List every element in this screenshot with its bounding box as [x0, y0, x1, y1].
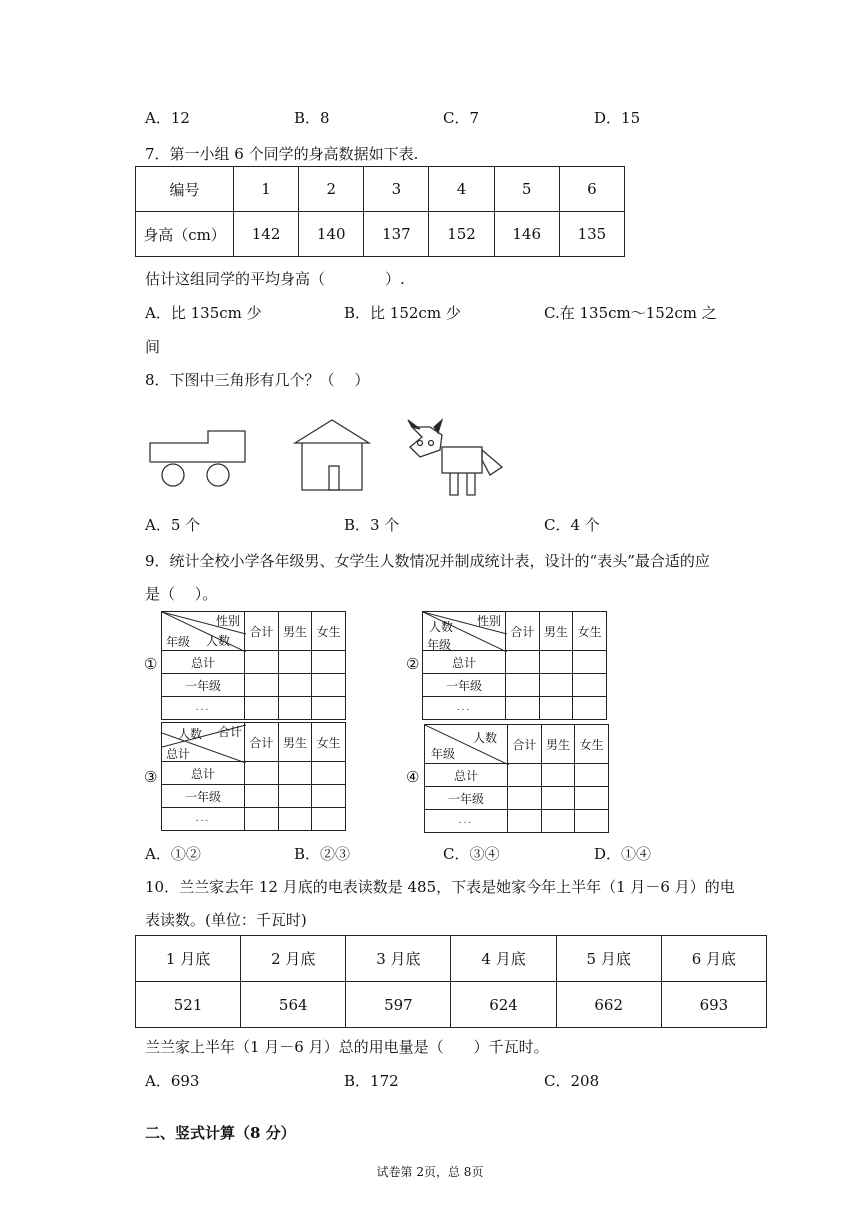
q10-stem-line1: 10．兰兰家去年 12 月底的电表读数是 485，下表是她家今年上半年（1 月－6 月）的电: [145, 878, 735, 896]
q9-option-a[interactable]: A．①②: [145, 845, 201, 863]
q7-header-cell: 4: [429, 167, 494, 212]
q9-row-label: 一年级: [425, 787, 508, 810]
q10-option-a[interactable]: A．693: [145, 1072, 200, 1090]
q9-stem-line1: 9．统计全校小学各年级男、女学生人数情况并制成统计表，设计的“表头”最合适的应: [145, 552, 710, 570]
q7-option-a[interactable]: A．比 135cm 少: [145, 304, 262, 322]
section-title: 二、竖式计算（8 分）: [145, 1124, 296, 1142]
q7-value-cell: 146: [494, 212, 559, 257]
q9-option-b[interactable]: B．②③: [294, 845, 351, 863]
q6-option-c[interactable]: C．7: [443, 109, 480, 127]
q7-value-cell: 152: [429, 212, 494, 257]
q9-col-header: 合计: [245, 612, 279, 651]
q7-header-cell: 2: [299, 167, 364, 212]
q9-row-label: 一年级: [162, 674, 245, 697]
q9-table4: [424, 724, 609, 833]
q10-stem-line2: 表读数。(单位：千瓦时): [145, 911, 307, 929]
q6-option-b[interactable]: B．8: [294, 109, 330, 127]
q10-month-cell: 3 月底: [346, 936, 451, 982]
q10-month-cell: 1 月底: [136, 936, 241, 982]
q10-month-cell: 4 月底: [451, 936, 556, 982]
q10-reading-cell: 521: [136, 982, 241, 1028]
q7-header-cell: 6: [559, 167, 624, 212]
q8-figures: [140, 415, 520, 500]
q10-month-cell: 5 月底: [556, 936, 661, 982]
q9-table1-hdr-3: 年级: [166, 635, 191, 649]
q9-col-header: 合计: [506, 612, 540, 651]
q9-option-c[interactable]: C．③④: [443, 845, 500, 863]
q9-col-header: 合计: [508, 725, 542, 764]
q7-stem: 7．第一小组 6 个同学的身高数据如下表.: [145, 145, 419, 163]
q9-row-label: 总计: [162, 762, 245, 785]
q9-table4-header-cell: [425, 725, 508, 764]
q10-option-c[interactable]: C．208: [544, 1072, 600, 1090]
q9-table4-mark: ④: [406, 768, 420, 786]
q7-option-c-wrap: 间: [145, 338, 161, 356]
q9-table2-hdr-1: 性别: [477, 614, 502, 628]
q9-table3-hdr-2: 人数: [178, 727, 203, 741]
q7-header-cell: 3: [364, 167, 429, 212]
q7-height-table: [135, 166, 625, 257]
q10-reading-cell: 624: [451, 982, 556, 1028]
q9-row-label: ...: [423, 697, 506, 720]
q9-table1: [161, 611, 346, 720]
q9-table1-hdr-2: 人数: [206, 634, 231, 648]
q10-reading-cell: 597: [346, 982, 451, 1028]
q7-value-cell: 135: [559, 212, 624, 257]
q10-reading-cell: 693: [661, 982, 766, 1028]
q9-table4-hdr-2: 年级: [431, 747, 456, 761]
q9-table1-mark: ①: [144, 655, 158, 673]
q9-col-header: 女生: [573, 612, 607, 651]
q6-option-a[interactable]: A．12: [145, 109, 190, 127]
q10-meter-table: [135, 935, 767, 1028]
q9-row-label: ...: [425, 810, 508, 833]
q9-row-label: ...: [162, 808, 245, 831]
q7-header-cell: 编号: [136, 167, 234, 212]
q9-col-header: 女生: [312, 612, 346, 651]
q9-table3-hdr-3: 总计: [166, 747, 191, 761]
q9-table4-hdr-1: 人数: [473, 731, 498, 745]
q9-table3: [161, 722, 346, 831]
q9-row-label: 一年级: [162, 785, 245, 808]
q8-option-a[interactable]: A．5 个: [145, 516, 201, 534]
q9-table2-header-cell: [423, 612, 506, 651]
q9-table1-hdr-1: 性别: [216, 614, 241, 628]
q9-table3-header-cell: [162, 723, 245, 762]
q9-col-header: 合计: [245, 723, 279, 762]
q9-row-label: 一年级: [423, 674, 506, 697]
q7-value-cell: 身高（cm）: [136, 212, 234, 257]
q7-option-b[interactable]: B．比 152cm 少: [344, 304, 461, 322]
q9-col-header: 男生: [278, 723, 312, 762]
q10-option-b[interactable]: B．172: [344, 1072, 399, 1090]
house-figure: [295, 420, 369, 490]
q9-row-label: 总计: [162, 651, 245, 674]
q8-stem: 8．下图中三角形有几个？（ ）: [145, 371, 370, 389]
q10-month-cell: 2 月底: [241, 936, 346, 982]
q10-month-cell: 6 月底: [661, 936, 766, 982]
q9-table3-hdr-1: 合计: [218, 725, 243, 739]
q9-stem-line2: 是（ ）。: [145, 585, 218, 603]
q8-option-b[interactable]: B．3 个: [344, 516, 400, 534]
q7-value-cell: 137: [364, 212, 429, 257]
q7-value-cell: 140: [299, 212, 364, 257]
q9-table2-hdr-3: 年级: [427, 638, 452, 652]
q9-option-d[interactable]: D．①④: [594, 845, 652, 863]
q9-table1-header-cell: [162, 612, 245, 651]
q7-question: 估计这组同学的平均身高（ ）.: [145, 270, 405, 288]
q9-row-label: 总计: [425, 764, 508, 787]
q8-option-c[interactable]: C．4 个: [544, 516, 600, 534]
q10-reading-cell: 662: [556, 982, 661, 1028]
q10-question: 兰兰家上半年（1 月－6 月）总的用电量是（ ）千瓦时。: [145, 1038, 549, 1056]
q9-col-header: 男生: [278, 612, 312, 651]
q9-row-label: 总计: [423, 651, 506, 674]
q7-header-cell: 1: [234, 167, 299, 212]
q9-col-header: 男生: [539, 612, 573, 651]
q6-option-d[interactable]: D．15: [594, 109, 641, 127]
q9-table2: [422, 611, 607, 720]
q9-col-header: 男生: [541, 725, 575, 764]
truck-figure: [150, 431, 245, 486]
q9-table2-hdr-2: 人数: [429, 620, 454, 634]
q9-row-label: ...: [162, 697, 245, 720]
q9-col-header: 女生: [312, 723, 346, 762]
q9-table3-mark: ③: [144, 768, 158, 786]
q7-value-cell: 142: [234, 212, 299, 257]
q10-reading-cell: 564: [241, 982, 346, 1028]
cow-figure: [408, 420, 502, 495]
q9-table2-mark: ②: [406, 655, 420, 673]
page-footer: 试卷第 2页，总 8页: [376, 1165, 484, 1179]
q7-header-cell: 5: [494, 167, 559, 212]
q7-option-c[interactable]: C.在 135cm～152cm 之: [544, 304, 717, 322]
q9-col-header: 女生: [575, 725, 609, 764]
